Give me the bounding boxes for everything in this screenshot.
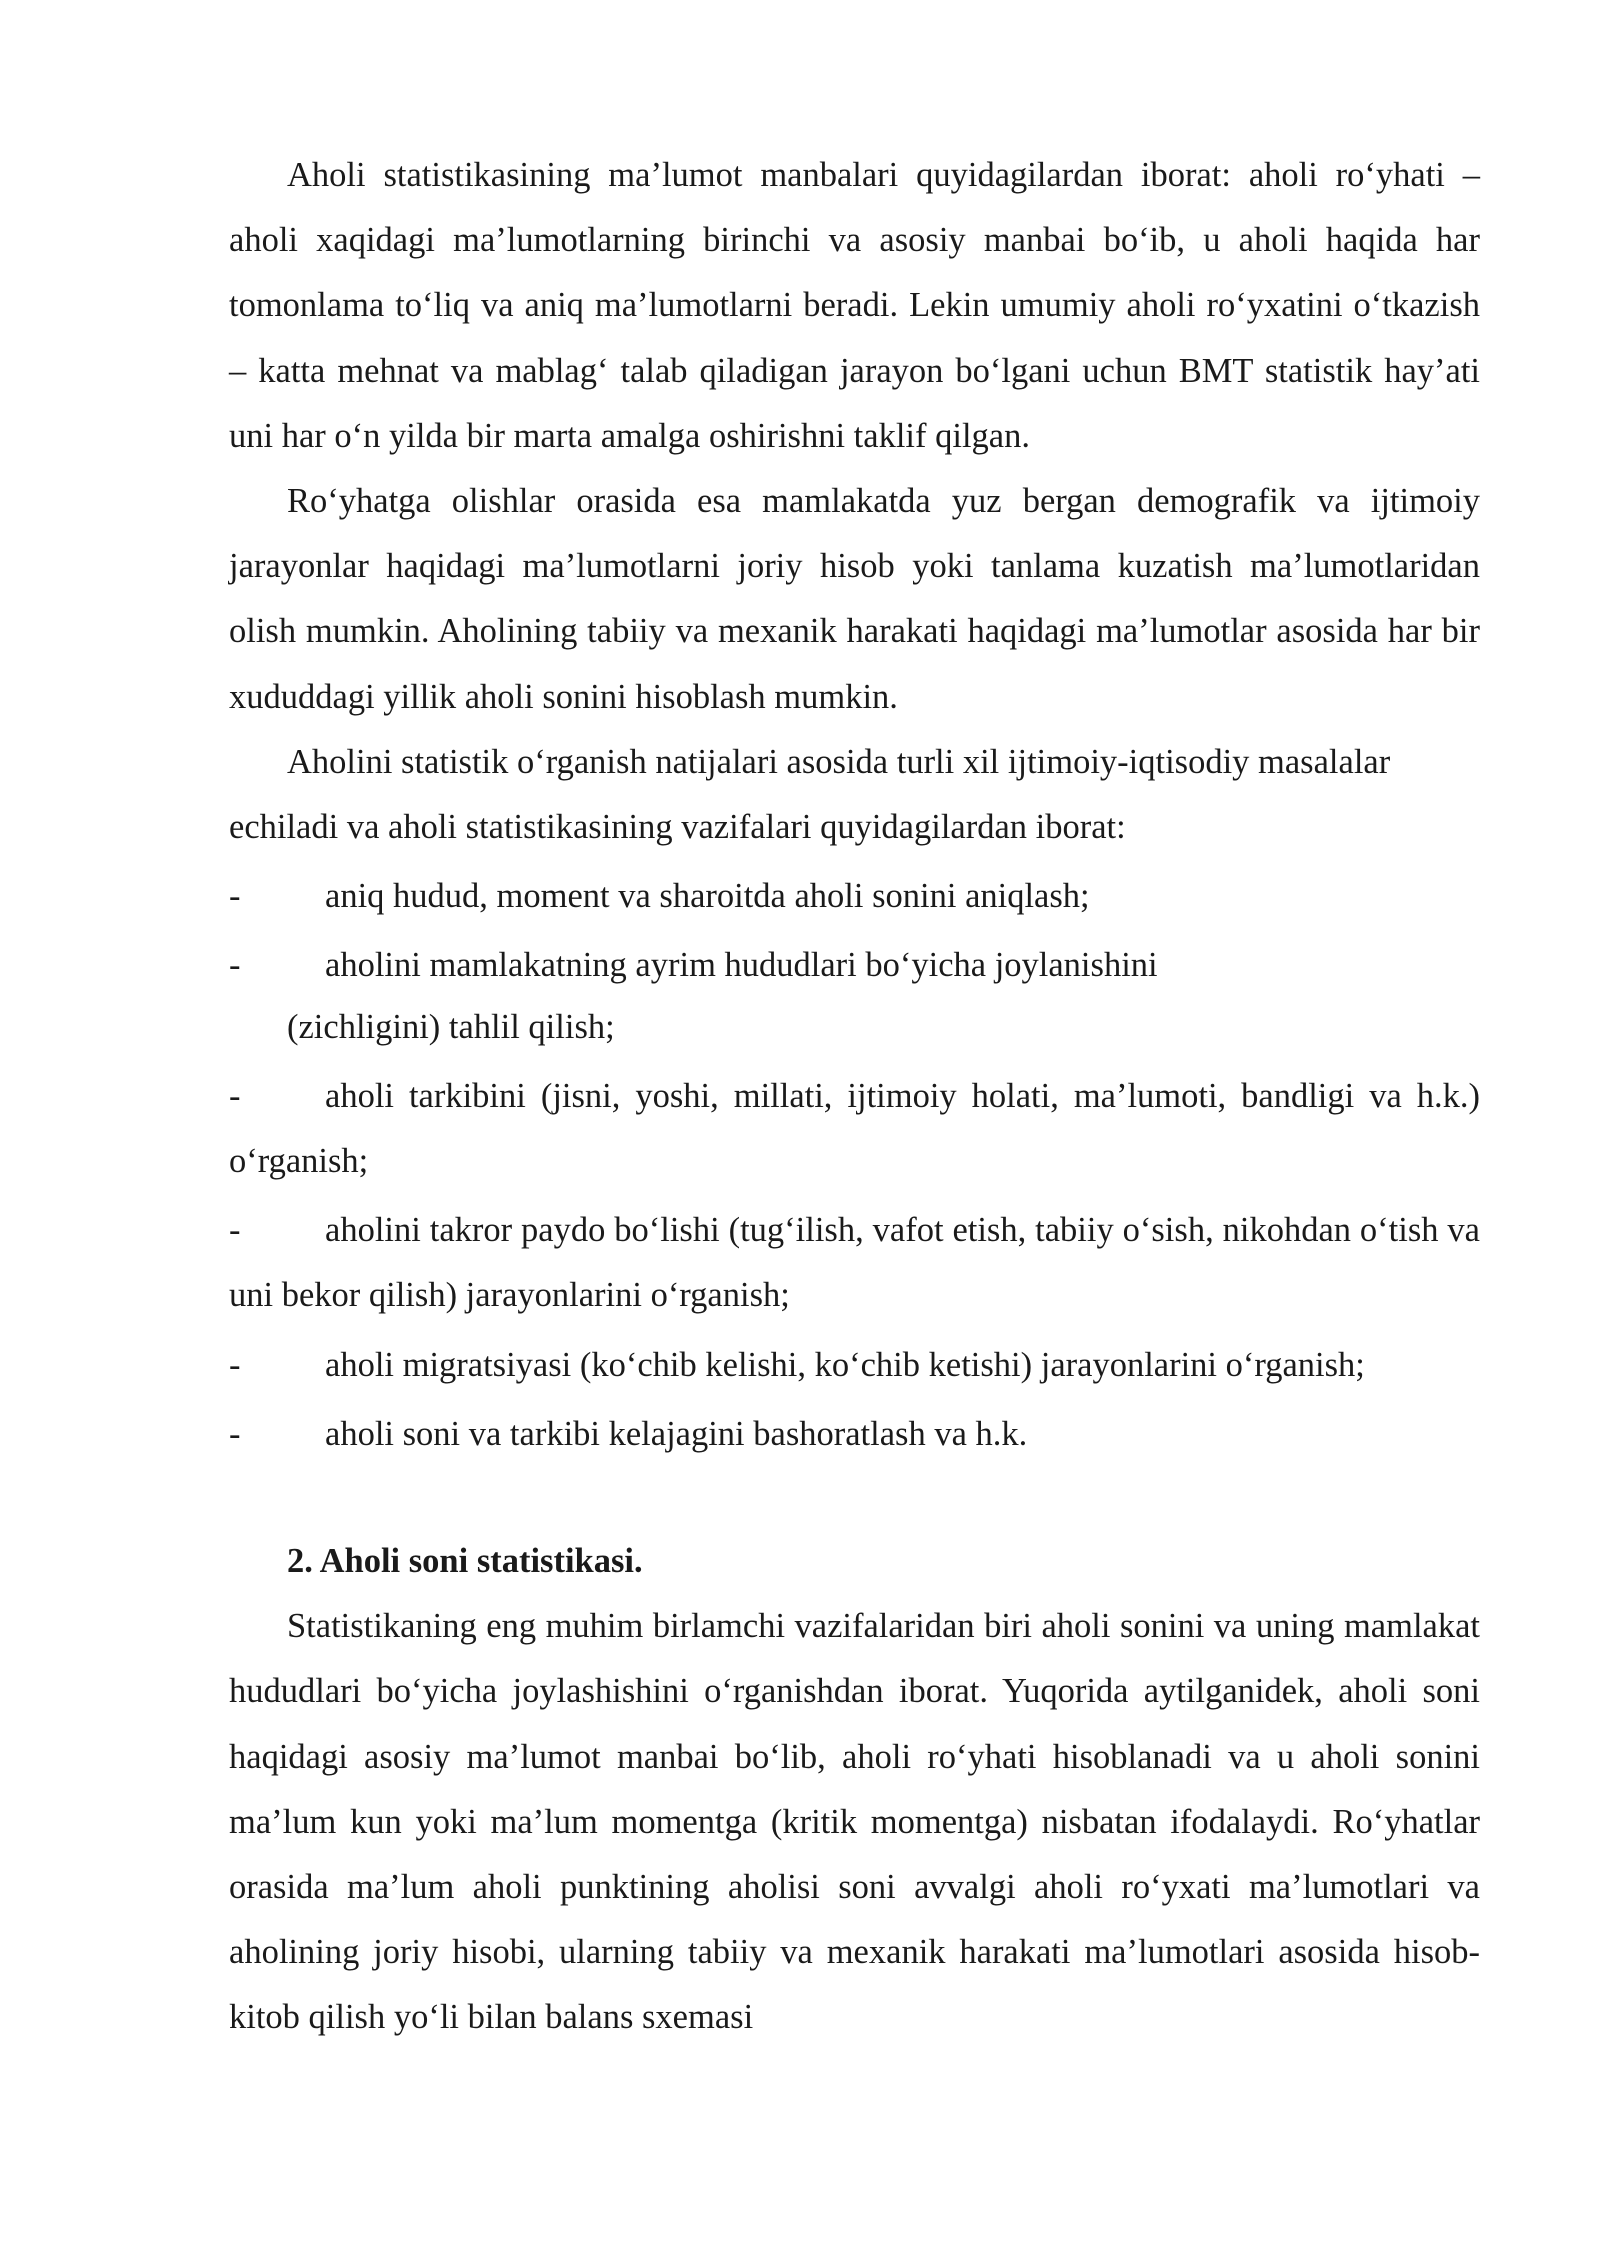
list-item <box>229 1402 1480 1467</box>
paragraph-between-censuses: Ro‘yhatga olishlar orasida esa mamlakatda yuz bergan demografik va ijtimoiy jarayonlar haqidagi ma’lumotlarni joriy hisob yoki tanlama kuzatish ma’lumotlaridan olish mumkin. Aholining tabiiy va mexanik harakati haqidagi ma’lumotlar asosida har bir xududdagi yillik aholi sonini hisoblash mumkin. <box>229 482 1480 716</box>
list-item-text: aholini takror paydo bo‘lishi (tug‘ilish, vafot etish, tabiiy o‘sish, nikohdan o‘tish va uni bekor qilish) jarayonlarini o‘rganish; <box>229 1211 1480 1315</box>
list-item <box>229 933 1480 998</box>
list-item-continuation: (zichligini) tahlil qilish; <box>287 1007 615 1046</box>
bullet-dash: - <box>229 1211 241 1250</box>
paragraph-tasks-intro-line2: echiladi va aholi statistikasining vazifalari quyidagilardan iborat: <box>229 808 1126 847</box>
list-item <box>229 1333 1480 1398</box>
list-item <box>229 864 1480 929</box>
bullet-dash: - <box>229 1414 241 1453</box>
paragraph-population-size: Statistikaning eng muhim birlamchi vazifalaridan biri aholi sonini va uning mamlakat hududlari bo‘yicha joylashishini o‘rganishdan iborat. Yuqorida aytilganidek, aholi soni haqidagi asosiy ma’lumot manbai bo‘lib, aholi ro‘yhati hisoblanadi va u aholi sonini ma’lum kun yoki ma’lum momentga (kritik momentga) nisbatan ifodalaydi. Ro‘yhatlar orasida ma’lum aholi punktining aholisi soni avvalgi aholi ro‘yxati ma’lumotlari va aholining joriy hisobi, ularning tabiiy va mexanik harakati ma’lumotlari asosida hisob-kitob qilish yo‘li bilan balans sxemasi <box>229 1607 1480 2037</box>
list-item <box>229 1198 1480 1328</box>
list-item-text: aholini mamlakatning ayrim hududlari bo‘yicha joylanishini <box>325 946 1158 985</box>
list-item-text: aholi soni va tarkibi kelajagini bashoratlash va h.k. <box>325 1414 1028 1453</box>
document-body <box>229 143 1480 2051</box>
bullet-dash: - <box>229 946 241 985</box>
list-item-text: aholi migratsiyasi (ko‘chib kelishi, ko‘chib ketishi) jarayonlarini o‘rganish; <box>325 1345 1365 1384</box>
list-item <box>229 1064 1480 1194</box>
section-heading: 2. Aholi soni statistikasi. <box>287 1542 643 1581</box>
list-item-text: aniq hudud, moment va sharoitda aholi sonini aniqlash; <box>325 877 1090 916</box>
bullet-dash: - <box>229 1076 241 1115</box>
bullet-dash: - <box>229 877 241 916</box>
bullet-dash: - <box>229 1345 241 1384</box>
paragraph-data-sources: Aholi statistikasining ma’lumot manbalari quyidagilardan iborat: aholi ro‘yhati – aholi xaqidagi ma’lumotlarning birinchi va asosiy manbai bo‘ib, u aholi haqida har tomonlama to‘liq va aniq ma’lumotlarni beradi. Lekin umumiy aholi ro‘yxatini o‘tkazish – katta mehnat va mablag‘ talab qiladigan jarayon bo‘lgani uchun BMT statistik hay’ati uni har o‘n yilda bir marta amalga oshirishni taklif qilgan. <box>229 156 1480 455</box>
list-item-text: aholi tarkibini (jisni, yoshi, millati, ijtimoiy holati, ma’lumoti, bandligi va h.k.) o‘rganish; <box>229 1076 1480 1181</box>
paragraph-tasks-intro-line1: Aholini statistik o‘rganish natijalari asosida turli xil ijtimoiy-iqtisodiy masalalar <box>287 742 1391 781</box>
